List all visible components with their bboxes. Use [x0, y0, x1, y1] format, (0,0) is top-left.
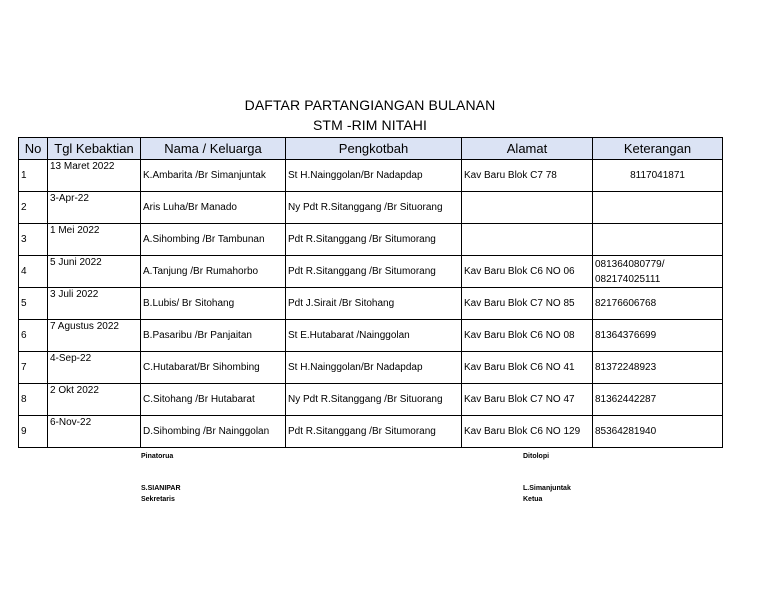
table-row — [19, 224, 723, 256]
document-subtitle: STM -RIM NITAHI — [312, 117, 427, 133]
cell-keterangan: 82176606768 — [593, 288, 723, 320]
cell-no: 5 — [19, 288, 48, 320]
schedule-table — [18, 137, 723, 448]
cell-alamat: Kav Baru Blok C6 NO 41 — [462, 352, 593, 384]
cell-alamat — [462, 192, 593, 224]
cell-keterangan: 81364376699 — [593, 320, 723, 352]
cell-no: 4 — [19, 256, 48, 288]
cell-pengkotbah: Ny Pdt R.Sitanggang /Br Situorang — [286, 384, 462, 416]
cell-keterangan — [593, 256, 723, 288]
table-row — [19, 256, 723, 288]
signature-left-label: Pinatorua — [141, 453, 174, 460]
signature-left-role: Sekretaris — [141, 496, 175, 503]
cell-no: 3 — [19, 224, 48, 256]
cell-tgl-kebaktian: 1 Mei 2022 — [48, 224, 141, 256]
cell-tgl-kebaktian: 4-Sep-22 — [48, 352, 141, 384]
cell-nama-keluarga: C.Sitohang /Br Hutabarat — [141, 384, 286, 416]
cell-no: 1 — [19, 160, 48, 192]
table-row — [19, 352, 723, 384]
cell-no: 8 — [19, 384, 48, 416]
table-header-row — [19, 138, 723, 160]
cell-alamat: Kav Baru Blok C6 NO 129 — [462, 416, 593, 448]
cell-nama-keluarga: A.Sihombing /Br Tambunan — [141, 224, 286, 256]
keterangan-line: 082174025111 — [595, 273, 661, 285]
cell-pengkotbah: Pdt R.Sitanggang /Br Situmorang — [286, 256, 462, 288]
cell-keterangan — [593, 192, 723, 224]
document-title: DAFTAR PARTANGIANGAN BULANAN — [244, 97, 496, 113]
table-row — [19, 288, 723, 320]
signature-right-role: Ketua — [523, 496, 543, 503]
cell-pengkotbah: Pdt J.Sirait /Br Sitohang — [286, 288, 462, 320]
table-row — [19, 416, 723, 448]
cell-no: 6 — [19, 320, 48, 352]
header-nama-keluarga: Nama / Keluarga — [141, 138, 286, 160]
cell-pengkotbah: St E.Hutabarat /Nainggolan — [286, 320, 462, 352]
cell-keterangan: 81372248923 — [593, 352, 723, 384]
cell-alamat: Kav Baru Blok C7 NO 85 — [462, 288, 593, 320]
keterangan-line: 081364080779/ — [595, 258, 665, 270]
header-alamat: Alamat — [462, 138, 593, 160]
header-pengkotbah: Pengkotbah — [286, 138, 462, 160]
cell-pengkotbah: Pdt R.Sitanggang /Br Situmorang — [286, 416, 462, 448]
signature-right-name: L.Simanjuntak — [523, 485, 571, 492]
cell-nama-keluarga: K.Ambarita /Br Simanjuntak — [141, 160, 286, 192]
cell-keterangan: 81362442287 — [593, 384, 723, 416]
signature-right-label: Ditolopi — [523, 453, 550, 460]
cell-pengkotbah: Pdt R.Sitanggang /Br Situmorang — [286, 224, 462, 256]
header-keterangan: Keterangan — [593, 138, 723, 160]
table-row — [19, 192, 723, 224]
cell-alamat: Kav Baru Blok C6 NO 08 — [462, 320, 593, 352]
cell-nama-keluarga: B.Lubis/ Br Sitohang — [141, 288, 286, 320]
cell-tgl-kebaktian: 2 Okt 2022 — [48, 384, 141, 416]
cell-pengkotbah: St H.Nainggolan/Br Nadapdap — [286, 160, 462, 192]
cell-alamat: Kav Baru Blok C7 78 — [462, 160, 593, 192]
table-row — [19, 320, 723, 352]
cell-nama-keluarga: C.Hutabarat/Br Sihombing — [141, 352, 286, 384]
cell-no: 9 — [19, 416, 48, 448]
cell-keterangan: 85364281940 — [593, 416, 723, 448]
cell-tgl-kebaktian: 13 Maret 2022 — [48, 160, 141, 192]
cell-keterangan: 8117041871 — [593, 160, 723, 192]
cell-keterangan — [593, 224, 723, 256]
header-tgl-kebaktian: Tgl Kebaktian — [48, 138, 141, 160]
cell-tgl-kebaktian: 6-Nov-22 — [48, 416, 141, 448]
cell-tgl-kebaktian: 3 Juli 2022 — [48, 288, 141, 320]
cell-nama-keluarga: B.Pasaribu /Br Panjaitan — [141, 320, 286, 352]
cell-tgl-kebaktian: 7 Agustus 2022 — [48, 320, 141, 352]
table-row — [19, 384, 723, 416]
cell-nama-keluarga: D.Sihombing /Br Nainggolan — [141, 416, 286, 448]
header-no: No — [19, 138, 48, 160]
cell-no: 7 — [19, 352, 48, 384]
cell-nama-keluarga: Aris Luha/Br Manado — [141, 192, 286, 224]
cell-tgl-kebaktian: 3-Apr-22 — [48, 192, 141, 224]
cell-pengkotbah: Ny Pdt R.Sitanggang /Br Situorang — [286, 192, 462, 224]
cell-alamat: Kav Baru Blok C7 NO 47 — [462, 384, 593, 416]
cell-pengkotbah: St H.Nainggolan/Br Nadapdap — [286, 352, 462, 384]
signature-left-name: S.SIANIPAR — [141, 485, 181, 492]
cell-nama-keluarga: A.Tanjung /Br Rumahorbo — [141, 256, 286, 288]
cell-alamat — [462, 224, 593, 256]
cell-tgl-kebaktian: 5 Juni 2022 — [48, 256, 141, 288]
cell-no: 2 — [19, 192, 48, 224]
table-row — [19, 160, 723, 192]
cell-alamat: Kav Baru Blok C6 NO 06 — [462, 256, 593, 288]
